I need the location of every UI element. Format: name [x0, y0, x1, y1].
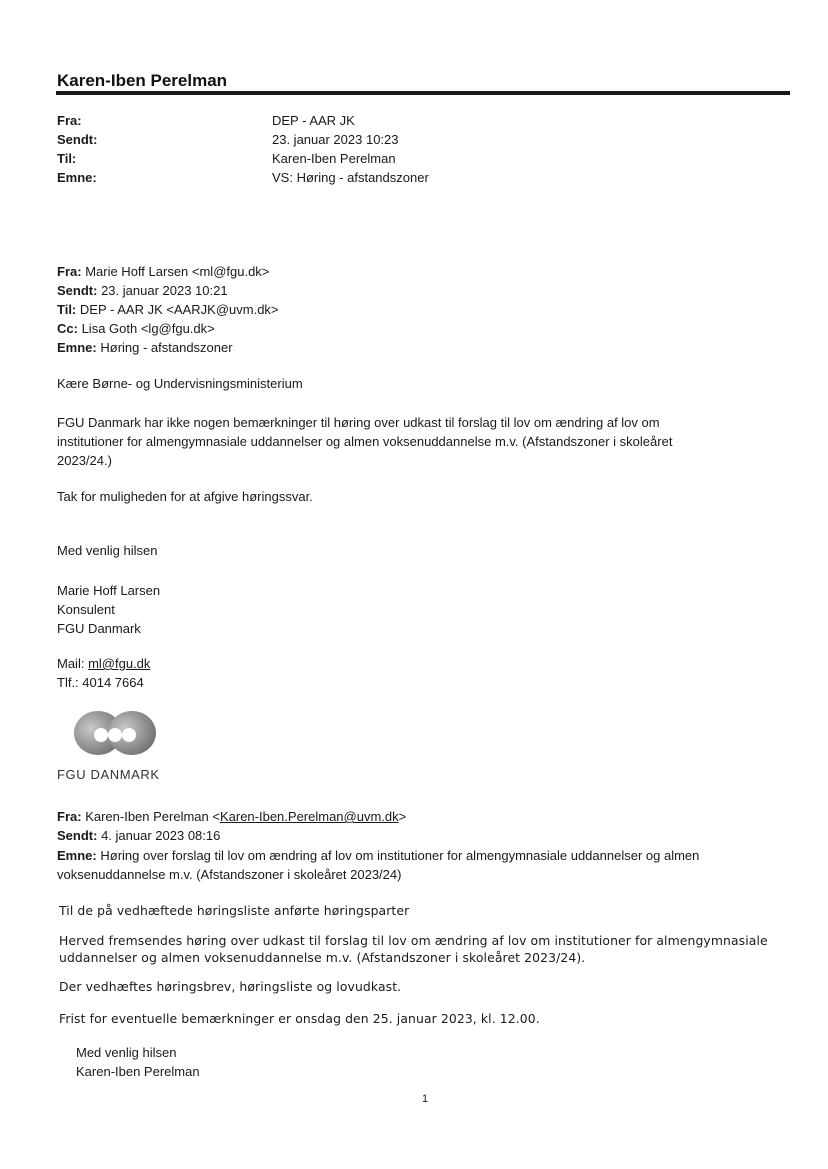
fwd-to-value: DEP - AAR JK <AARJK@uvm.dk>: [79, 302, 279, 317]
header-subject-label: Emne:: [57, 170, 97, 185]
orig-sent-line: [57, 828, 220, 843]
orig-sent-label: Sendt:: [57, 828, 98, 843]
fwd-closing: Med venlig hilsen: [57, 543, 158, 558]
header-to-label: Til:: [57, 151, 77, 166]
fwd-from-line: [57, 264, 269, 279]
orig-subject-line: voksenuddannelse m.v. (Afstandszoner i skoleåret 2023/24): [57, 867, 402, 882]
orig-from-close: >: [398, 809, 407, 824]
fwd-sent-value: 23. januar 2023 10:21: [101, 283, 228, 298]
orig-body-line: uddannelser og almen voksenuddannelse m.v. (Afstandszoner i skoleåret 2023/24).: [59, 950, 586, 965]
orig-sent-value: 4. januar 2023 08:16: [101, 828, 221, 843]
orig-from-label: Fra:: [57, 809, 82, 824]
fwd-from-value: Marie Hoff Larsen <ml@fgu.dk>: [85, 264, 270, 279]
header-to-value: Karen-Iben Perelman: [272, 151, 396, 166]
fwd-cc-label: Cc:: [57, 321, 78, 336]
orig-signature: [76, 1043, 200, 1081]
fwd-subject-label: Emne:: [57, 340, 97, 355]
fwd-subject-line: [57, 340, 233, 355]
orig-subject-line: [57, 846, 699, 865]
orig-signature-name: Karen-Iben Perelman: [76, 1064, 200, 1079]
signature-title: Konsulent: [57, 602, 115, 617]
fwd-sent-label: Sendt:: [57, 283, 98, 298]
orig-closing: Med venlig hilsen: [76, 1045, 177, 1060]
header-from-value: DEP - AAR JK: [272, 113, 355, 128]
fgu-logo: [72, 708, 158, 758]
document-owner-title: Karen-Iben Perelman: [57, 71, 228, 90]
orig-attachments: Der vedhæftes høringsbrev, høringsliste og lovudkast.: [59, 979, 402, 994]
mail-link[interactable]: ml@fgu.dk: [88, 656, 151, 671]
fwd-body-line: 2023/24.): [57, 453, 112, 468]
fwd-sent-line: [57, 283, 228, 298]
fwd-subject-value: Høring - afstandszoner: [100, 340, 233, 355]
orig-subject-block: [57, 846, 699, 884]
logo-dot-icon: [122, 728, 136, 742]
header-subject-value: VS: Høring - afstandszoner: [272, 170, 429, 185]
fwd-greeting: Kære Børne- og Undervisningsministerium: [57, 376, 303, 391]
logo-dot-icon: [94, 728, 108, 742]
fwd-to-line: [57, 302, 279, 317]
page-number: 1: [422, 1093, 429, 1105]
logo-dot-icon: [108, 728, 122, 742]
logo-wordmark: FGU DANMARK: [57, 767, 160, 782]
orig-from-name: Karen-Iben Perelman <: [85, 809, 220, 824]
header-rule: [56, 91, 790, 95]
header-sent-value: 23. januar 2023 10:23: [272, 132, 399, 147]
orig-subject-label: Emne:: [57, 848, 97, 863]
orig-body-paragraph: [59, 932, 768, 966]
mail-label: Mail:: [57, 656, 85, 671]
orig-from-line: [57, 809, 406, 824]
orig-subject-value: Høring over forslag til lov om ændring af lov om institutioner for almengymnasiale uddannelser og almen: [100, 848, 700, 863]
fwd-cc-line: [57, 321, 215, 336]
fwd-cc-value: Lisa Goth <lg@fgu.dk>: [81, 321, 215, 336]
fwd-body-line: institutioner for almengymnasiale uddannelser og almen voksenuddannelse m.v. (Afstandszoner i skoleåret: [57, 434, 673, 449]
orig-addressee: Til de på vedhæftede høringsliste anførte høringsparter: [59, 903, 410, 918]
fwd-signature: [57, 581, 160, 638]
orig-deadline: Frist for eventuelle bemærkninger er onsdag den 25. januar 2023, kl. 12.00.: [59, 1011, 540, 1026]
orig-body-line: Herved fremsendes høring over udkast til forslag til lov om ændring af lov om institutioner for almengymnasiale: [59, 933, 768, 948]
header-from-label: Fra:: [57, 113, 82, 128]
fwd-thanks: Tak for muligheden for at afgive høringssvar.: [57, 489, 313, 504]
signature-name: Marie Hoff Larsen: [57, 583, 161, 598]
fwd-to-label: Til:: [57, 302, 77, 317]
fwd-from-label: Fra:: [57, 264, 82, 279]
fwd-phone: Tlf.: 4014 7664: [57, 675, 144, 690]
fwd-mail-line: [57, 656, 150, 671]
fwd-body-line: FGU Danmark har ikke nogen bemærkninger til høring over udkast til forslag til lov om ændring af lov om: [57, 415, 660, 430]
orig-from-email-link[interactable]: Karen-Iben.Perelman@uvm.dk: [219, 809, 399, 824]
fwd-body-paragraph: [57, 413, 672, 470]
signature-org: FGU Danmark: [57, 621, 141, 636]
header-sent-label: Sendt:: [57, 132, 98, 147]
